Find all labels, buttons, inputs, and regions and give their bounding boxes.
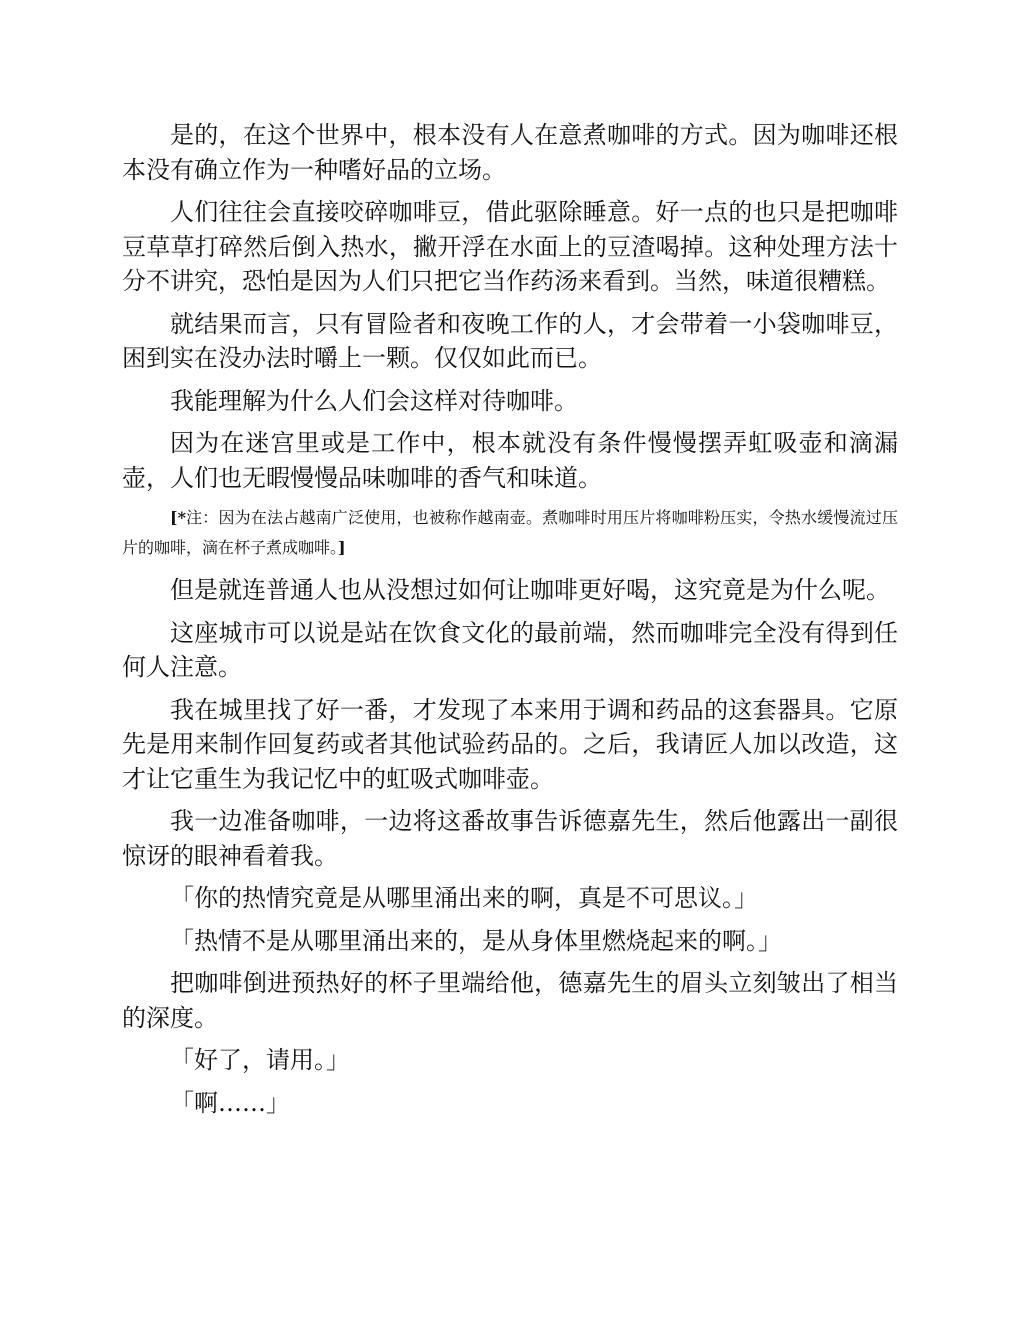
paragraph: 我能理解为什么人们会这样对待咖啡。 (170, 386, 578, 415)
paragraph: 我在城里找了好一番，才发现了本来用于调和药品的这套器具。它原先是用来制作回复药或者其他试验药品的。之后，我请匠人加以改造，这才让它重生为我记忆中的虹吸式咖啡壶。 (122, 695, 898, 793)
dialogue-line: 「啊……」 (170, 1088, 290, 1117)
paragraph: 人们往往会直接咬碎咖啡豆，借此驱除睡意。好一点的也只是把咖啡豆草草打碎然后倒入热水，撇开浮在水面上的豆渣喝掉。这种处理方法十分不讲究，恐怕是因为人们只把它当作药汤来看到。当然，味道很糟糕。 (122, 198, 898, 295)
paragraph: 把咖啡倒进预热好的杯子里端给他，德嘉先生的眉头立刻皱出了相当的深度。 (122, 969, 898, 1032)
paragraph: 因为在迷宫里或是工作中，根本就没有条件慢慢摆弄虹吸壶和滴漏壶，人们也无暇慢慢品味咖啡的香气和味道。 (122, 429, 898, 492)
translator-note (122, 503, 898, 563)
paragraph: 这座城市可以说是站在饮食文化的最前端，然而咖啡完全没有得到任何人注意。 (122, 618, 898, 681)
document-page (122, 118, 898, 1128)
paragraph: 我一边准备咖啡，一边将这番故事告诉德嘉先生，然后他露出一副很惊讶的眼神看着我。 (122, 807, 898, 870)
paragraph: 就结果而言，只有冒险者和夜晚工作的人，才会带着一小袋咖啡豆，困到实在没办法时嚼上一颗。仅仅如此而已。 (122, 309, 898, 372)
note-open-bracket: [* (170, 508, 186, 527)
dialogue-line: 「热情不是从哪里涌出来的，是从身体里燃烧起来的啊。」 (170, 926, 782, 955)
dialogue-line: 「你的热情究竟是从哪里涌出来的啊，真是不可思议。」 (170, 884, 758, 912)
paragraph: 但是就连普通人也从没想过如何让咖啡更好喝，这究竟是为什么呢。 (170, 576, 890, 604)
note-text: 注：因为在法占越南广泛使用，也被称作越南壶。煮咖啡时用压片将咖啡粉压实，令热水缓慢流过压片的咖啡，滴在杯子煮成咖啡。 (122, 508, 898, 557)
paragraph: 是的，在这个世界中，根本没有人在意煮咖啡的方式。因为咖啡还根本没有确立作为一种嗜好品的立场。 (122, 121, 898, 184)
dialogue-line: 「好了，请用。」 (170, 1046, 350, 1074)
note-close-bracket: ] (338, 538, 346, 557)
